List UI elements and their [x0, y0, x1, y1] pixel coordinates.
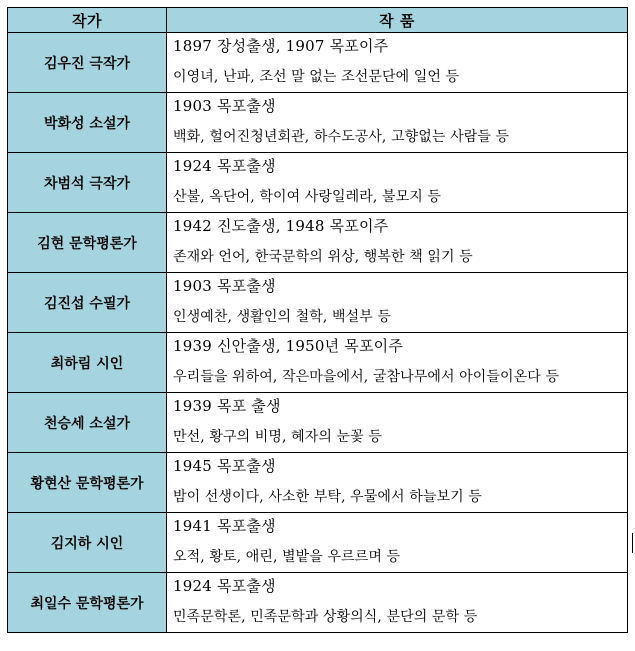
table-row	[8, 513, 628, 573]
table-row	[8, 213, 628, 273]
author-cell: 김우진 극작가	[8, 33, 167, 93]
author-cell: 천승세 소설가	[8, 393, 167, 453]
author-cell: 최일수 문학평론가	[8, 573, 167, 633]
author-bio: 1945 목포출생	[173, 457, 276, 475]
works-cell	[167, 213, 628, 273]
author-cell: 김진섭 수필가	[8, 273, 167, 333]
table-row	[8, 453, 628, 513]
table-row	[8, 33, 628, 93]
works-cell	[167, 33, 628, 93]
works-list: 백화, 헐어진청년회관, 하수도공사, 고향없는 사람들 등	[173, 129, 510, 145]
works-column-header: 작 품	[167, 8, 628, 33]
works-cell	[167, 153, 628, 213]
works-list: 만선, 황구의 비명, 혜자의 눈꽃 등	[173, 429, 382, 445]
author-column-header: 작가	[8, 8, 167, 33]
works-cell	[167, 393, 628, 453]
author-bio: 1924 목포출생	[173, 577, 276, 595]
works-list: 밤이 선생이다, 사소한 부탁, 우물에서 하늘보기 등	[173, 489, 482, 505]
table-row	[8, 573, 628, 633]
table-row	[8, 153, 628, 213]
table-row	[8, 273, 628, 333]
author-bio: 1903 목포출생	[173, 97, 276, 115]
writers-table	[7, 7, 628, 633]
works-cell	[167, 573, 628, 633]
works-list: 이영녀, 난파, 조선 말 없는 조선문단에 일언 등	[173, 69, 460, 85]
author-cell: 최하림 시인	[8, 333, 167, 393]
works-cell	[167, 273, 628, 333]
works-cell	[167, 93, 628, 153]
author-bio: 1903 목포출생	[173, 277, 276, 295]
author-bio: 1942 진도출생, 1948 목포이주	[173, 217, 389, 235]
table-row	[8, 393, 628, 453]
author-cell: 박화성 소설가	[8, 93, 167, 153]
author-bio: 1939 목포 출생	[173, 397, 281, 415]
works-list: 존재와 언어, 한국문학의 위상, 행복한 책 읽기 등	[173, 249, 473, 265]
table-header-row	[8, 8, 628, 33]
works-cell	[167, 453, 628, 513]
author-bio: 1897 장성출생, 1907 목포이주	[173, 37, 389, 55]
works-list: 우리들을 위하여, 작은마을에서, 굴참나무에서 아이들이온다 등	[173, 369, 560, 385]
author-bio: 1941 목포출생	[173, 517, 276, 535]
works-cell	[167, 333, 628, 393]
author-cell: 황현산 문학평론가	[8, 453, 167, 513]
works-list: 산불, 옥단어, 학이여 사랑일레라, 불모지 등	[173, 189, 442, 205]
table-row	[8, 333, 628, 393]
author-cell: 차범석 극작가	[8, 153, 167, 213]
author-bio: 1924 목포출생	[173, 157, 276, 175]
works-list: 민족문학론, 민족문학과 상황의식, 분단의 문학 등	[173, 609, 478, 625]
works-list: 오적, 황토, 애린, 별밭을 우르르며 등	[173, 549, 401, 565]
table-row	[8, 93, 628, 153]
works-list: 인생예찬, 생활인의 철학, 백설부 등	[173, 309, 392, 325]
text-cursor	[632, 533, 633, 553]
author-bio: 1939 신안출생, 1950년 목포이주	[173, 337, 404, 355]
author-cell: 김지하 시인	[8, 513, 167, 573]
works-cell	[167, 513, 628, 573]
author-cell: 김현 문학평론가	[8, 213, 167, 273]
